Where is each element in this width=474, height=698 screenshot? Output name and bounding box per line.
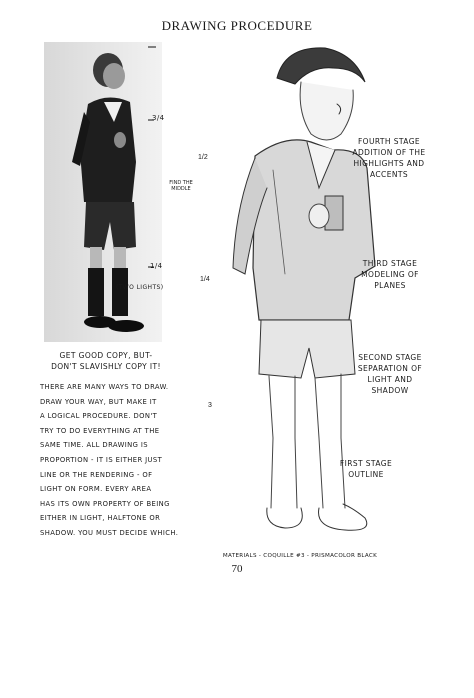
paragraph-line: SAME TIME. ALL DRAWING IS bbox=[40, 441, 148, 450]
stage-third-line-1: THIRD STAGE bbox=[362, 259, 418, 268]
stage-third-line-3: PLANES bbox=[374, 281, 406, 290]
stage-first-line-2: OUTLINE bbox=[348, 470, 384, 479]
paragraph-line: HAS ITS OWN PROPERTY OF BEING bbox=[40, 499, 170, 508]
stage-fourth-line-2: ADDITION OF THE bbox=[352, 148, 426, 157]
mark-two-lights: (TWO LIGHTS) bbox=[116, 284, 164, 291]
paragraph-line: PROPORTION - IT IS EITHER JUST bbox=[40, 455, 163, 464]
photo-caption-line-2: DON'T SLAVISHLY COPY IT! bbox=[51, 362, 161, 371]
paragraph-line: THERE ARE MANY WAYS TO DRAW. bbox=[40, 383, 169, 391]
mark-three-quarter: 3/4 bbox=[152, 114, 165, 122]
stage-second-line-2: SEPARATION OF bbox=[357, 364, 423, 373]
sketch-mark-lower: 3 bbox=[208, 402, 212, 409]
paragraph-line: A LOGICAL PROCEDURE. DON'T bbox=[40, 412, 158, 421]
photo-caption-line-1: GET GOOD COPY, BUT- bbox=[59, 351, 153, 360]
mark-quarter: 1/4 bbox=[150, 262, 163, 270]
sketch-mark-upper: 1/2 bbox=[198, 154, 208, 161]
stage-fourth-line-4: ACCENTS bbox=[370, 170, 408, 179]
stage-first-line-1: FIRST STAGE bbox=[339, 459, 393, 468]
paragraph-line: LIGHT ON FORM. EVERY AREA bbox=[40, 485, 152, 494]
mark-find-middle bbox=[165, 180, 197, 192]
stage-fourth-label bbox=[348, 136, 430, 180]
paragraph-line: SHADOW. YOU MUST DECIDE WHICH. bbox=[40, 528, 179, 537]
sketch-mark-middle: 1/4 bbox=[200, 276, 210, 283]
instruction-paragraph bbox=[40, 380, 180, 541]
stage-first-label bbox=[330, 458, 402, 480]
photo-caption bbox=[40, 350, 172, 372]
materials-note: MATERIALS - COQUILLE #3 - PRISMACOLOR BLACK bbox=[222, 553, 378, 559]
reference-photo bbox=[44, 42, 165, 342]
stage-third-line-2: MODELING OF bbox=[361, 270, 419, 279]
paragraph-line: LINE OR THE RENDERING - OF bbox=[40, 470, 153, 479]
paragraph-line: TRY TO DO EVERYTHING AT THE bbox=[40, 426, 160, 435]
stage-third-label bbox=[354, 258, 426, 291]
stage-second-line-3: LIGHT AND SHADOW bbox=[367, 375, 413, 395]
stage-second-line-1: SECOND STAGE bbox=[358, 353, 422, 362]
paragraph-line: DRAW YOUR WAY, BUT MAKE IT bbox=[40, 397, 157, 406]
page-title: DRAWING PROCEDURE bbox=[161, 18, 313, 33]
stage-second-label bbox=[348, 352, 432, 396]
stage-fourth-line-1: FOURTH STAGE bbox=[357, 137, 421, 146]
stage-fourth-line-3: HIGHLIGHTS AND bbox=[353, 159, 425, 168]
page-number: 70 bbox=[231, 563, 243, 575]
paragraph-line: EITHER IN LIGHT, HALFTONE OR bbox=[40, 514, 161, 523]
mark-find-middle-line-1: FIND THE bbox=[169, 180, 193, 186]
mark-find-middle-line-2: MIDDLE bbox=[171, 186, 191, 192]
